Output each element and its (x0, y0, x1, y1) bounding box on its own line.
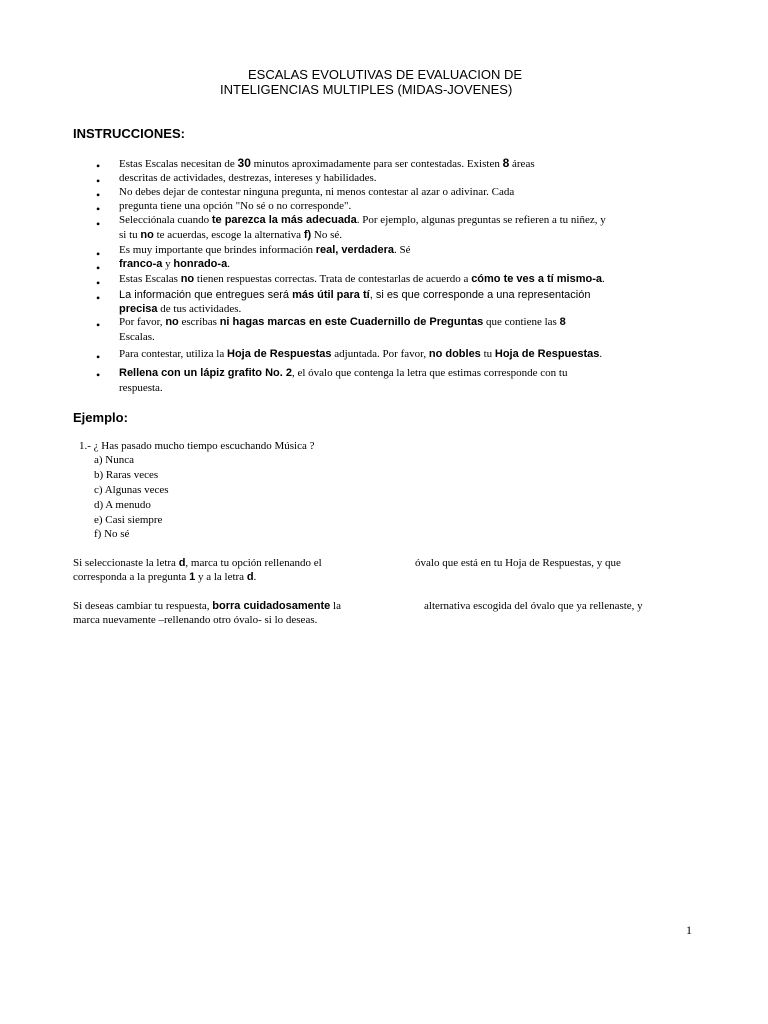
b10-bold: ni hagas marcas en este Cuadernillo de Preguntas (219, 316, 484, 328)
b11-bold1: Hoja de Respuestas (227, 348, 332, 360)
example-heading: Ejemplo: (73, 410, 128, 425)
b5b-b: te acuerdas, escoge la alternativa (153, 229, 304, 241)
para2-bold: borra cuidadosamente (212, 600, 331, 612)
bullet-glyph: • (96, 368, 101, 382)
b5b-f: f) (303, 229, 312, 241)
b7-honrado: honrado-a (173, 258, 228, 270)
para1-dot: . (253, 571, 257, 583)
page-number: 1 (686, 923, 692, 937)
para2-a: Si deseas cambiar tu respuesta, (73, 600, 213, 612)
example-option-c: c) Algunas veces (94, 484, 169, 496)
bullet-glyph: • (96, 291, 101, 305)
b8-dot: . (602, 273, 605, 285)
para1-l2a: corresponda a la pregunta (73, 571, 190, 583)
b11-a: Para contestar, utiliza la (119, 348, 227, 360)
bullet-5-text (119, 214, 606, 226)
b5b-no: no (140, 229, 154, 241)
bullet-6-text (119, 244, 411, 256)
bullet-5-text-cont (119, 229, 342, 241)
para1-line1-right: óvalo que está en tu Hoja de Respuestas, y que (415, 557, 621, 569)
bullet-8-text (119, 273, 605, 285)
b10-no: no (165, 316, 179, 328)
bullet-glyph: • (96, 188, 101, 202)
b9-a: La información que entregues será (119, 289, 293, 301)
b6-bold: real, verdadera (315, 244, 395, 256)
bullet-glyph: • (96, 261, 101, 275)
b9-b: , si es que corresponde a una representación (369, 289, 591, 301)
b11-b: adjuntada. Por favor, (331, 348, 429, 360)
example-option-a: a) Nunca (94, 454, 135, 466)
b8-no: no (180, 273, 195, 285)
bullet-7-text (119, 258, 230, 270)
b8-b: tienen respuestas correctas. Trata de contestarlas de acuerdo a (194, 273, 472, 285)
b5-b: . Por ejemplo, algunas preguntas se refieren a tu niñez, y (356, 214, 606, 226)
bullet-12-text (119, 367, 567, 379)
b7-y: y (162, 258, 174, 270)
b5-bold: te parezca la más adecuada (211, 214, 357, 226)
b11-bold2: no dobles (428, 348, 481, 360)
bullet-1-text (119, 157, 535, 170)
b11-dot: . (599, 348, 603, 360)
b9-bold: más útil para tí (292, 289, 370, 301)
b9b-a: de tus actividades. (157, 303, 242, 315)
bullet-2-text: descritas de actividades, destrezas, intereses y habilidades. (119, 172, 377, 184)
para1-line2 (73, 571, 256, 583)
para1-d2: d (246, 571, 254, 583)
b10-num: 8 (559, 316, 566, 328)
example-option-e: e) Casi siempre (94, 514, 163, 526)
b1-num30: 30 (237, 156, 251, 170)
b7-dot: . (227, 258, 230, 270)
bullet-glyph: • (96, 247, 101, 261)
para2-line2: marca nuevamente –rellenando otro óvalo- si lo deseas. (73, 614, 318, 626)
b6-b: . Sé (394, 244, 411, 256)
title-line-1: ESCALAS EVOLUTIVAS DE EVALUACION DE (248, 67, 523, 82)
b11-bold3: Hoja de Respuestas (494, 348, 600, 360)
b10-c: que contiene las (483, 316, 560, 328)
para2-line1-right: alternativa escogida del óvalo que ya rellenaste, y (424, 600, 643, 612)
bullet-glyph: • (96, 318, 101, 332)
b5b-a: si tu (119, 229, 141, 241)
para1-a: Si seleccionaste la letra (73, 557, 179, 569)
b1-c: áreas (509, 158, 535, 170)
example-option-f: f) No sé (94, 528, 130, 540)
b6-a: Es muy importante que brindes información (119, 244, 316, 256)
bullet-11-text (119, 348, 602, 360)
bullet-glyph: • (96, 159, 101, 173)
bullet-9-text-cont (119, 303, 241, 315)
bullet-4-text: pregunta tiene una opción "No sé o no corresponde". (119, 200, 352, 212)
b10-b: escribas (178, 316, 220, 328)
b7-franco: franco-a (119, 258, 163, 270)
para1-b: , marca tu opción rellenando el (185, 557, 322, 569)
para1-one: 1 (189, 571, 196, 583)
para1-d: d (178, 557, 186, 569)
b12-bold: Rellena con un lápiz grafito No. 2 (119, 367, 292, 379)
example-option-d: d) A menudo (94, 499, 151, 511)
b1-num8: 8 (502, 156, 510, 170)
b1-a: Estas Escalas necesitan de (119, 158, 238, 170)
bullet-glyph: • (96, 202, 101, 216)
bullet-3-text: No debes dejar de contestar ninguna pregunta, ni menos contestar al azar o adivinar. Cada (119, 186, 515, 198)
para2-b: la (330, 600, 341, 612)
bullet-9-text (119, 289, 590, 301)
b1-b: minutos aproximadamente para ser contestadas. Existen (250, 158, 503, 170)
b9b-bold: precisa (119, 303, 158, 315)
b8-a: Estas Escalas (119, 273, 181, 285)
example-question: 1.- ¿ Has pasado mucho tiempo escuchando Música ? (79, 440, 315, 452)
b11-c: tu (480, 348, 495, 360)
para1-line1-left (73, 557, 322, 569)
b5b-c: No sé. (311, 229, 342, 241)
bullet-glyph: • (96, 174, 101, 188)
title-line-2: INTELIGENCIAS MULTIPLES (MIDAS-JOVENES) (220, 82, 513, 97)
b12-a: , el óvalo que contenga la letra que estimas corresponde con tu (291, 367, 568, 379)
bullet-10-text (119, 316, 566, 328)
bullet-glyph: • (96, 217, 101, 231)
bullet-glyph: • (96, 276, 101, 290)
b5-a: Selecciónala cuando (119, 214, 212, 226)
bullet-10-text-cont: Escalas. (119, 331, 155, 343)
b10-a: Por favor, (119, 316, 166, 328)
instructions-heading: INSTRUCCIONES: (73, 126, 185, 141)
para2-line1-left (73, 600, 341, 612)
para1-l2b: y a la letra (195, 571, 247, 583)
bullet-12-text-cont: respuesta. (119, 382, 163, 394)
bullet-glyph: • (96, 350, 101, 364)
b8-bold: cómo te ves a tí mismo-a (471, 273, 603, 285)
example-option-b: b) Raras veces (94, 469, 159, 481)
